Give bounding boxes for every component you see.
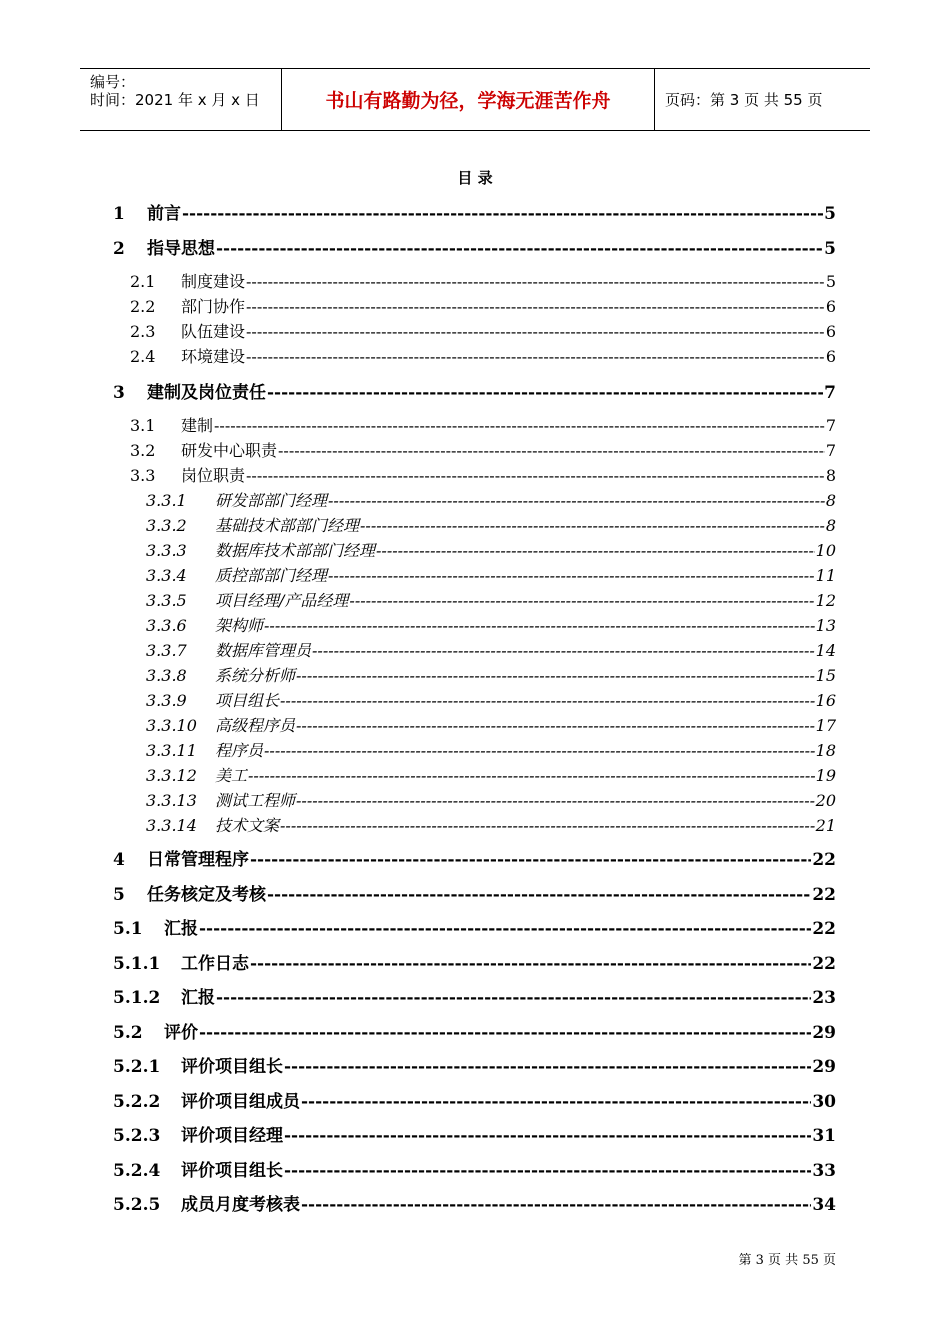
toc-entry-page: 8 <box>825 516 836 535</box>
document-time: 时间：2021 年 x 月 x 日 <box>90 91 260 109</box>
toc-entry-title: 评价项目经理 <box>181 1126 283 1146</box>
toc-entry-page: 7 <box>824 383 836 403</box>
toc-entry-number: 5 <box>113 885 125 905</box>
toc-entry[interactable] <box>146 788 836 811</box>
dot-leader <box>296 716 815 735</box>
toc-entry-number: 4 <box>113 850 125 870</box>
toc-entry-title: 质控部部门经理 <box>215 566 328 585</box>
toc-entry-title: 研发中心职责 <box>181 441 278 460</box>
toc-entry-page: 19 <box>815 766 836 785</box>
toc-entry-page: 13 <box>815 616 836 635</box>
dot-leader <box>284 1057 811 1077</box>
toc-entry[interactable] <box>113 1190 836 1215</box>
toc-entry-title: 评价项目组长 <box>181 1161 283 1181</box>
toc-entry[interactable] <box>130 344 836 367</box>
toc-entry-number: 3.3.7 <box>146 641 187 660</box>
toc-entry-page: 14 <box>815 641 836 660</box>
header-page-info: 页码：第 3 页 共 55 页 <box>665 91 823 109</box>
toc-entry-title: 队伍建设 <box>181 322 246 341</box>
toc-entry-page: 8 <box>825 491 836 510</box>
dot-leader <box>301 1195 811 1215</box>
toc-entry-title: 程序员 <box>215 741 264 760</box>
toc-entry-page: 16 <box>815 691 836 710</box>
toc-entry-title: 项目经理/产品经理 <box>215 591 349 610</box>
dot-leader <box>296 791 815 810</box>
toc-entry-number: 3.3.14 <box>146 816 197 835</box>
toc-entry-number: 2.4 <box>130 347 156 366</box>
toc-entry-title: 部门协作 <box>181 297 246 316</box>
toc-entry-number: 3.3.8 <box>146 666 187 685</box>
toc-entry-title: 任务核定及考核 <box>147 885 266 905</box>
dot-leader <box>312 641 815 660</box>
toc-entry-page: 20 <box>815 791 836 810</box>
toc-entry-number: 3.3.12 <box>146 766 197 785</box>
toc-entry-page: 5 <box>825 272 836 291</box>
toc-entry-number: 2.1 <box>130 272 156 291</box>
toc-entry[interactable] <box>146 763 836 786</box>
header-motto-cell <box>282 69 655 130</box>
toc-entry-number: 2.2 <box>130 297 156 316</box>
toc-entry-number: 3 <box>113 383 125 403</box>
toc-entry-page: 33 <box>812 1161 836 1181</box>
toc-entry-title: 系统分析师 <box>215 666 296 685</box>
toc-entry[interactable] <box>146 538 836 561</box>
dot-leader <box>246 297 825 316</box>
toc-entry-title: 汇报 <box>164 919 198 939</box>
dot-leader <box>216 988 811 1008</box>
toc-entry-title: 数据库管理员 <box>215 641 312 660</box>
toc-entry-page: 11 <box>815 566 836 585</box>
toc-entry-number: 2.3 <box>130 322 156 341</box>
dot-leader <box>264 616 815 635</box>
dot-leader <box>267 383 823 403</box>
toc-entry-title: 成员月度考核表 <box>181 1195 300 1215</box>
toc-entry-page: 31 <box>812 1126 836 1146</box>
toc-entry-number: 5.2.4 <box>113 1161 161 1181</box>
toc-entry-page: 15 <box>815 666 836 685</box>
dot-leader <box>280 691 815 710</box>
dot-leader <box>250 954 811 974</box>
toc-entry-title: 基础技术部部门经理 <box>215 516 360 535</box>
toc-entry-number: 5.2.5 <box>113 1195 161 1215</box>
toc-entry-title: 研发部部门经理 <box>215 491 328 510</box>
toc-entry-page: 22 <box>812 919 836 939</box>
toc-entry-title: 高级程序员 <box>215 716 296 735</box>
dot-leader <box>349 591 814 610</box>
dot-leader <box>246 466 825 485</box>
toc-entry-page: 8 <box>825 466 836 485</box>
toc-entry-page: 7 <box>825 416 836 435</box>
toc-entry-number: 5.1.1 <box>113 954 161 974</box>
toc-entry-title: 建制及岗位责任 <box>147 383 266 403</box>
header-page-cell <box>655 69 870 130</box>
toc-entry[interactable] <box>113 880 836 905</box>
toc-entry-page: 21 <box>815 816 836 835</box>
toc-entry[interactable] <box>113 234 836 259</box>
toc-entry-number: 3.1 <box>130 416 156 435</box>
toc-entry-number: 3.3.6 <box>146 616 187 635</box>
motto-text: 书山有路勤为径，学海无涯苦作舟 <box>325 90 611 112</box>
toc-entry-page: 22 <box>812 954 836 974</box>
toc-entry-title: 美工 <box>215 766 248 785</box>
dot-leader <box>182 204 823 224</box>
dot-leader <box>284 1126 811 1146</box>
dot-leader <box>278 441 825 460</box>
toc-entry-page: 22 <box>812 850 836 870</box>
toc-entry[interactable] <box>146 663 836 686</box>
toc-entry[interactable] <box>113 1018 836 1043</box>
toc-entry-title: 指导思想 <box>147 239 215 259</box>
dot-leader <box>264 741 815 760</box>
dot-leader <box>280 816 815 835</box>
toc-entry-page: 34 <box>812 1195 836 1215</box>
toc-entry[interactable] <box>113 1121 836 1146</box>
toc-entry-title: 岗位职责 <box>181 466 246 485</box>
dot-leader <box>250 850 811 870</box>
toc-entry-page: 23 <box>812 988 836 1008</box>
header-meta-cell <box>80 69 282 130</box>
toc-entry[interactable] <box>146 813 836 836</box>
toc-entry-title: 制度建设 <box>181 272 246 291</box>
toc-entry-number: 3.3.13 <box>146 791 197 810</box>
toc-entry-title: 汇报 <box>181 988 215 1008</box>
toc-entry[interactable] <box>113 199 836 224</box>
dot-leader <box>328 566 815 585</box>
toc-entry[interactable] <box>130 438 836 461</box>
toc-entry-page: 29 <box>812 1023 836 1043</box>
toc-entry-number: 1 <box>113 204 125 224</box>
toc-entry[interactable] <box>146 613 836 636</box>
toc-entry-page: 7 <box>825 441 836 460</box>
toc-entry[interactable] <box>146 738 836 761</box>
toc-entry[interactable] <box>113 914 836 939</box>
toc-entry[interactable] <box>113 1156 836 1181</box>
toc-entry-title: 环境建设 <box>181 347 246 366</box>
toc-entry-page: 6 <box>825 347 836 366</box>
toc-entry-page: 17 <box>815 716 836 735</box>
toc-entry-page: 12 <box>815 591 836 610</box>
toc-entry[interactable] <box>113 845 836 870</box>
toc-entry-title: 日常管理程序 <box>147 850 249 870</box>
toc-entry-title: 技术文案 <box>215 816 280 835</box>
toc-entry-page: 5 <box>824 204 836 224</box>
toc-entry-number: 5.2.1 <box>113 1057 161 1077</box>
toc-entry-number: 5.1 <box>113 919 143 939</box>
toc-entry-page: 5 <box>824 239 836 259</box>
toc-entry-page: 30 <box>812 1092 836 1112</box>
toc-entry[interactable] <box>130 319 836 342</box>
toc-entry-title: 建制 <box>181 416 214 435</box>
toc-entry-title: 架构师 <box>215 616 264 635</box>
dot-leader <box>376 541 815 560</box>
toc-entry-number: 3.3.9 <box>146 691 187 710</box>
dot-leader <box>246 347 825 366</box>
toc-entry[interactable] <box>146 638 836 661</box>
toc-entry-title: 数据库技术部部门经理 <box>215 541 376 560</box>
toc-entry-title: 项目组长 <box>215 691 280 710</box>
toc-entry-page: 10 <box>815 541 836 560</box>
page-footer: 第 3 页 共 55 页 <box>738 1253 836 1268</box>
toc-entry-title: 前言 <box>147 204 181 224</box>
dot-leader <box>199 1023 811 1043</box>
toc-entry[interactable] <box>130 413 836 436</box>
toc-entry-title: 工作日志 <box>181 954 249 974</box>
dot-leader <box>296 666 815 685</box>
toc-entry[interactable] <box>113 949 836 974</box>
toc-entry-number: 5.2.2 <box>113 1092 161 1112</box>
dot-leader <box>284 1161 811 1181</box>
toc-entry[interactable] <box>113 378 836 403</box>
toc-title: 目 录 <box>457 169 493 187</box>
toc-entry-number: 3.3 <box>130 466 156 485</box>
toc-entry-page: 6 <box>825 297 836 316</box>
toc-entry[interactable] <box>146 563 836 586</box>
dot-leader <box>216 239 823 259</box>
toc-entry-number: 2 <box>113 239 125 259</box>
dot-leader <box>248 766 815 785</box>
toc-entry[interactable] <box>146 688 836 711</box>
toc-entry-number: 3.3.11 <box>146 741 197 760</box>
toc-entry[interactable] <box>146 488 836 511</box>
dot-leader <box>301 1092 811 1112</box>
toc-entry[interactable] <box>146 713 836 736</box>
toc-entry-title: 测试工程师 <box>215 791 296 810</box>
toc-entry-number: 3.3.1 <box>146 491 187 510</box>
toc-entry-title: 评价项目组长 <box>181 1057 283 1077</box>
document-number-label: 编号： <box>90 73 136 91</box>
dot-leader <box>360 516 825 535</box>
toc-entry[interactable] <box>113 983 836 1008</box>
dot-leader <box>246 322 825 341</box>
toc-entry[interactable] <box>113 1087 836 1112</box>
dot-leader <box>214 416 825 435</box>
toc-entry[interactable] <box>130 269 836 292</box>
toc-entry[interactable] <box>130 294 836 317</box>
toc-entry[interactable] <box>113 1052 836 1077</box>
toc-entry-number: 5.2 <box>113 1023 143 1043</box>
dot-leader <box>199 919 811 939</box>
toc-entry-number: 3.3.2 <box>146 516 187 535</box>
page-header <box>80 68 870 131</box>
toc-entry-number: 5.2.3 <box>113 1126 161 1146</box>
toc-entry-page: 18 <box>815 741 836 760</box>
toc-entry-number: 3.3.10 <box>146 716 197 735</box>
toc-entry-number: 3.3.3 <box>146 541 187 560</box>
dot-leader <box>267 885 811 905</box>
toc-entry-page: 6 <box>825 322 836 341</box>
toc-entry[interactable] <box>130 463 836 486</box>
toc-entry[interactable] <box>146 513 836 536</box>
dot-leader <box>246 272 825 291</box>
toc-entry-number: 3.2 <box>130 441 156 460</box>
dot-leader <box>328 491 825 510</box>
toc-entry-number: 3.3.4 <box>146 566 187 585</box>
toc-entry-page: 22 <box>812 885 836 905</box>
toc-entry-page: 29 <box>812 1057 836 1077</box>
toc-entry-title: 评价项目组成员 <box>181 1092 300 1112</box>
toc-entry[interactable] <box>146 588 836 611</box>
toc-entry-number: 5.1.2 <box>113 988 161 1008</box>
toc-entry-number: 3.3.5 <box>146 591 187 610</box>
toc-entry-title: 评价 <box>164 1023 198 1043</box>
